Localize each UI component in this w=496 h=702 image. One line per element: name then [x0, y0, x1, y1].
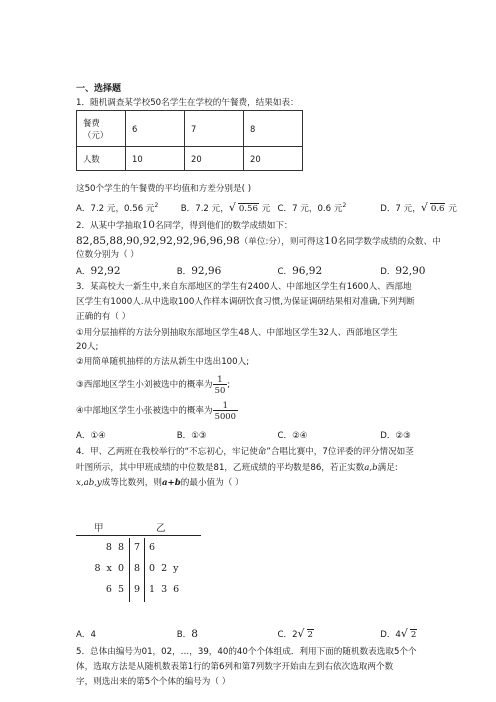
- leaf-right: 1 3 6: [149, 584, 180, 595]
- q3-statement-4: ④中部地区学生小张被选中的概率为 $\frac{1}{5000}$: [76, 400, 236, 421]
- q2-line3: 位数分别为（ ）: [76, 250, 139, 260]
- q3-option-a: A．①④: [76, 431, 106, 441]
- q2-option-d: D．92,90: [380, 265, 426, 277]
- table-row-header-cell: 人数: [77, 147, 126, 171]
- q2-option-b: B．92,96: [176, 265, 222, 277]
- q3-line1: 3．某高校大一新生中,来自东部地区的学生有2400人、中部地区学生有1600人、西部地: [76, 282, 412, 292]
- q4-option-b: B．8: [176, 628, 198, 640]
- table-cell: 10: [126, 147, 185, 171]
- q5-line3: 字，则选出来的第5个个体的编号为（ ）: [76, 677, 231, 687]
- leaf-left: 8 8: [105, 542, 124, 553]
- leaf-left: 6 5: [105, 584, 124, 595]
- q4-line1: 4．甲、乙两班在我校举行的“不忘初心，牢记使命”合唱比赛中，7位评委的评分情况如茎: [76, 447, 414, 457]
- q3-line2: 区学生有1000人.从中选取100人作样本调研饮食习惯,为保证调研结果相对准确,下列判断: [76, 297, 415, 307]
- fraction: $\frac{1}{5000}$: [214, 400, 236, 421]
- q2-data: 82,85,88,90,92,92,92,96,96,98（单位:分），则可得这10名同学数学成绩的众数、中: [76, 235, 441, 247]
- q1-option-a: A．7.2 元，0.56 元$^2$: [76, 202, 159, 214]
- leaf-right: 6: [149, 542, 156, 553]
- table-cell: 6: [126, 111, 185, 147]
- q1-options: [76, 200, 457, 215]
- q1-option-b: B．7.2 元，√ 0.56 元: [181, 203, 275, 215]
- q4-option-a: A．4: [76, 630, 96, 640]
- section-title: 一、选择题: [76, 84, 122, 94]
- q3-line3: 正确的有（ ）: [76, 312, 131, 322]
- stem-leaf-right-divider: [144, 538, 145, 602]
- q1-option-c: C．7 元，0.6 元$^2$: [277, 202, 347, 214]
- q4-line2: 叶图所示，其中甲班成绩的中位数是81，乙班成绩的平均数是86，若正实数a,b满足:: [76, 463, 398, 473]
- q2-stem: 2．从某中学抽取10名同学，得到他们的数学成绩如下：: [76, 219, 293, 231]
- q1-fee-table: [76, 110, 303, 171]
- stem: 9: [134, 584, 141, 595]
- q4-option-d: D．4√ 2: [380, 629, 417, 641]
- stem-leaf-left-divider: [129, 538, 130, 602]
- fraction: $\frac{1}{50}$: [214, 374, 226, 395]
- q3-statement-1a: ①用分层抽样的方法分别抽取东部地区学生48人、中部地区学生32人、西部地区学生: [76, 328, 398, 338]
- stem: 8: [134, 563, 141, 574]
- q3-option-d: D．②③: [380, 431, 411, 441]
- q4-options: [76, 628, 417, 641]
- stem-leaf-header-rule: [76, 535, 201, 536]
- table-cell: 7: [185, 111, 244, 147]
- leaf-right: 0 2 y: [149, 563, 179, 574]
- stem-leaf-left-header: 甲: [94, 523, 104, 534]
- leaf-left: 8 x 0: [94, 563, 124, 574]
- q1-option-d: D．7 元，√ 0.6 元: [380, 203, 457, 215]
- q4-option-c: C．2√ 2: [277, 629, 377, 641]
- table-cell: 8: [244, 111, 303, 147]
- table-cell: 20: [244, 147, 303, 171]
- q2-option-c: C．96,92: [277, 265, 323, 277]
- q3-option-b: B．①③: [176, 431, 207, 441]
- q3-statement-2: ②用简单随机抽样的方法从新生中选出100人;: [76, 357, 250, 367]
- q5-line1: 5．总体由编号为01，02，…，39，40的40个个体组成．利用下面的随机数表选取5个个: [76, 647, 417, 657]
- table-cell: 20: [185, 147, 244, 171]
- q2-options: [76, 265, 425, 278]
- q1-stem: 1．随机调查某学校50名学生在学校的午餐费，结果如表：: [76, 98, 299, 108]
- stem-leaf-plot: [76, 520, 206, 620]
- q3-options: [76, 430, 411, 442]
- q3-statement-3: ③西部地区学生小刘被选中的概率为 $\frac{1}{50}$ ;: [76, 374, 231, 395]
- q1-question: 这50个学生的午餐费的平均值和方差分别是( ): [76, 184, 252, 194]
- q2-option-a: A．92,92: [76, 265, 121, 277]
- stem-leaf-right-header: 乙: [156, 523, 166, 534]
- table-row-header-cell: 餐费 （元）: [77, 111, 126, 147]
- q5-line2: 体，选取方法是从随机数表第1行的第6列和第7列数字开始由左到右依次选取两个数: [76, 662, 394, 672]
- q3-statement-1b: 20人;: [76, 342, 99, 352]
- stem: 7: [134, 542, 141, 553]
- q3-option-c: C．②④: [277, 431, 308, 441]
- q4-line3: x,ab,y成等比数列，则a+b的最小值为（ ）: [76, 478, 244, 488]
